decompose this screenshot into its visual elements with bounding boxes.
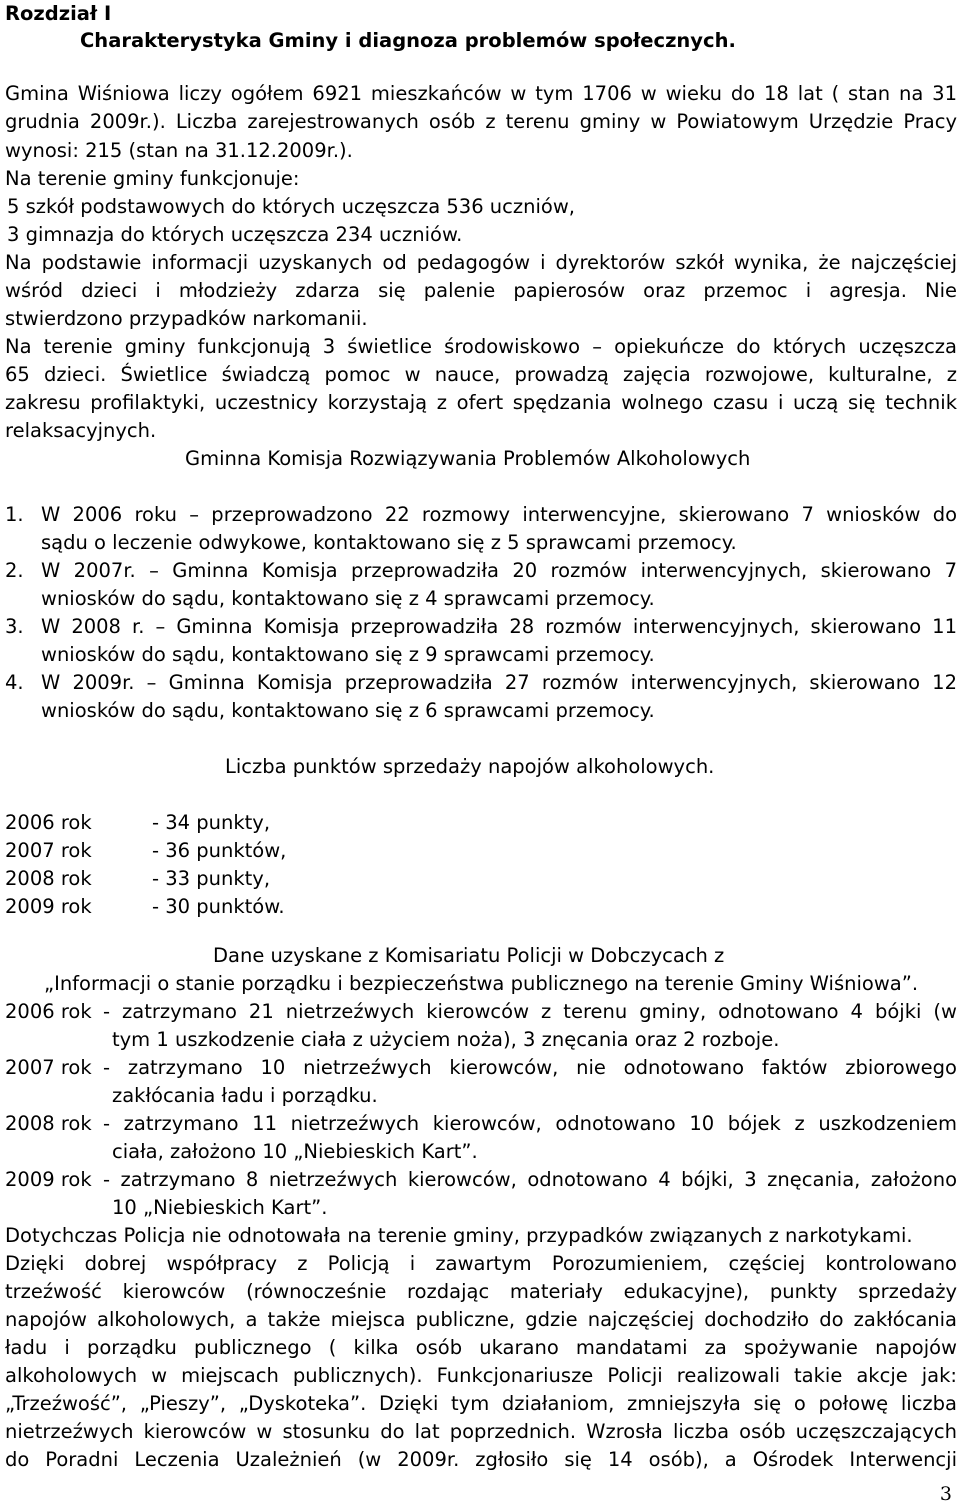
chapter-title: Charakterystyka Gminy i diagnoza problemów społecznych. [80, 29, 736, 52]
intro-line: 65 dzieci. Świetlice świadczą pomoc w nauce, prowadzą zajęcia rozwojowe, kulturalne, z [5, 363, 957, 386]
sales-value: - 33 punkty, [152, 867, 271, 890]
list-text: W 2009r. – Gminna Komisja przeprowadziła 27 rozmów interwencyjnych, skierowano 12 [41, 671, 957, 694]
closing-line: nietrzeźwych kierowców w stosunku do lat poprzednich. Wzrosła liczba osób uczęszczających [5, 1420, 957, 1443]
police-year: 2009 rok [5, 1168, 92, 1191]
chapter-heading: Rozdział I [5, 2, 112, 25]
police-text: 10 „Niebieskich Kart”. [112, 1196, 328, 1219]
list-text: wniosków do sądu, kontaktowano się z 6 sprawcami przemocy. [41, 699, 655, 722]
sales-value: - 30 punktów. [152, 895, 285, 918]
intro-line: 5 szkół podstawowych do których uczęszcza 536 uczniów, [7, 195, 575, 218]
closing-line: Dotychczas Policja nie odnotowała na terenie gminy, przypadków związanych z narkotykami. [5, 1224, 913, 1247]
police-year: 2007 rok [5, 1056, 92, 1079]
sales-year: 2006 rok [5, 811, 92, 834]
intro-line: stwierdzono przypadków narkomanii. [5, 307, 368, 330]
sales-year: 2007 rok [5, 839, 92, 862]
sales-value: - 34 punkty, [152, 811, 271, 834]
intro-line: 3 gimnazja do których uczęszcza 234 uczniów. [7, 223, 463, 246]
intro-line: Na podstawie informacji uzyskanych od pedagogów i dyrektorów szkół wynika, że najczęściej [5, 251, 957, 274]
police-year: 2006 rok [5, 1000, 92, 1023]
list-number: 1. [5, 503, 24, 526]
closing-line: napojów alkoholowych, a także miejsca publiczne, gdzie najczęściej dochodziło do zakłócania [5, 1308, 957, 1331]
closing-line: trzeźwość kierowców (równocześnie rozdając materiały edukacyjne), punkty sprzedaży [5, 1280, 957, 1303]
intro-line: wśród dzieci i młodzieży zdarza się palenie papierosów oraz przemoc i agresja. Nie [5, 279, 957, 302]
closing-line: „Trzeźwość”, „Pieszy”, „Dyskoteka”. Dzięki tym działaniom, zmniejszyła się o połowę liczba [5, 1392, 957, 1415]
list-text: W 2007r. – Gminna Komisja przeprowadziła 20 rozmów interwencyjnych, skierowano 7 [41, 559, 957, 582]
police-text: - zatrzymano 21 nietrzeźwych kierowców z terenu gminy, odnotowano 4 bójki (w [103, 1000, 957, 1023]
police-text: zakłócania ładu i porządku. [112, 1084, 378, 1107]
list-text: wniosków do sądu, kontaktowano się z 4 sprawcami przemocy. [41, 587, 655, 610]
list-text: sądu o leczenie odwykowe, kontaktowano się z 5 sprawcami przemocy. [41, 531, 737, 554]
list-number: 4. [5, 671, 24, 694]
sales-year: 2009 rok [5, 895, 92, 918]
police-subheading: „Informacji o stanie porządku i bezpieczeństwa publicznego na terenie Gminy Wiśniowa”. [43, 972, 919, 995]
police-text: ciała, założono 10 „Niebieskich Kart”. [112, 1140, 478, 1163]
intro-line: Na terenie gminy funkcjonuje: [5, 167, 300, 190]
list-text: W 2006 roku – przeprowadzono 22 rozmowy interwencyjne, skierowano 7 wniosków do [41, 503, 957, 526]
police-text: - zatrzymano 10 nietrzeźwych kierowców, nie odnotowano faktów zbiorowego [103, 1056, 957, 1079]
police-year: 2008 rok [5, 1112, 92, 1135]
commission-heading: Gminna Komisja Rozwiązywania Problemów Alkoholowych [185, 447, 751, 470]
intro-line: Gmina Wiśniowa liczy ogółem 6921 mieszkańców w tym 1706 w wieku do 18 lat ( stan na 31 [5, 82, 957, 105]
police-text: - zatrzymano 8 nietrzeźwych kierowców, odnotowano 4 bójki, 3 znęcania, założono [103, 1168, 957, 1191]
intro-line: zakresu profilaktyki, uczestnicy korzystają z ofert spędzania wolnego czasu i uczą się technik [5, 391, 957, 414]
closing-line: alkoholowych w miejscach publicznych). Funkcjonariusze Policji realizowali takie akcje jak: [5, 1364, 957, 1387]
list-text: wniosków do sądu, kontaktowano się z 9 sprawcami przemocy. [41, 643, 655, 666]
police-text: tym 1 uszkodzenie ciała z użyciem noża), 3 znęcania oraz 2 rozboje. [112, 1028, 780, 1051]
intro-line: wynosi: 215 (stan na 31.12.2009r.). [5, 139, 353, 162]
intro-line: grudnia 2009r.). Liczba zarejestrowanych osób z terenu gminy w Powiatowym Urzędzie Pracy [5, 110, 957, 133]
police-text: - zatrzymano 11 nietrzeźwych kierowców, odnotowano 10 bójek z uszkodzeniem [103, 1112, 957, 1135]
closing-line: ładu i porządku publicznego ( kilka osób ukarano mandatami za spożywanie napojów [5, 1336, 957, 1359]
intro-line: Na terenie gminy funkcjonują 3 świetlice środowiskowo – opiekuńcze do których uczęszcza [5, 335, 957, 358]
police-heading: Dane uzyskane z Komisariatu Policji w Dobczycach z [213, 944, 725, 967]
closing-line: Dzięki dobrej współpracy z Policją i zawartym Porozumieniem, częściej kontrolowano [5, 1252, 957, 1275]
sales-value: - 36 punktów, [152, 839, 287, 862]
closing-line: do Poradni Leczenia Uzależnień (w 2009r. zgłosiło się 14 osób), a Ośrodek Interwencji [5, 1448, 957, 1471]
list-number: 3. [5, 615, 24, 638]
intro-line: relaksacyjnych. [5, 419, 157, 442]
sales-points-heading: Liczba punktów sprzedaży napojów alkoholowych. [225, 755, 715, 778]
page-number: 3 [939, 1483, 952, 1505]
sales-year: 2008 rok [5, 867, 92, 890]
list-text: W 2008 r. – Gminna Komisja przeprowadziła 28 rozmów interwencyjnych, skierowano 11 [41, 615, 957, 638]
list-number: 2. [5, 559, 24, 582]
